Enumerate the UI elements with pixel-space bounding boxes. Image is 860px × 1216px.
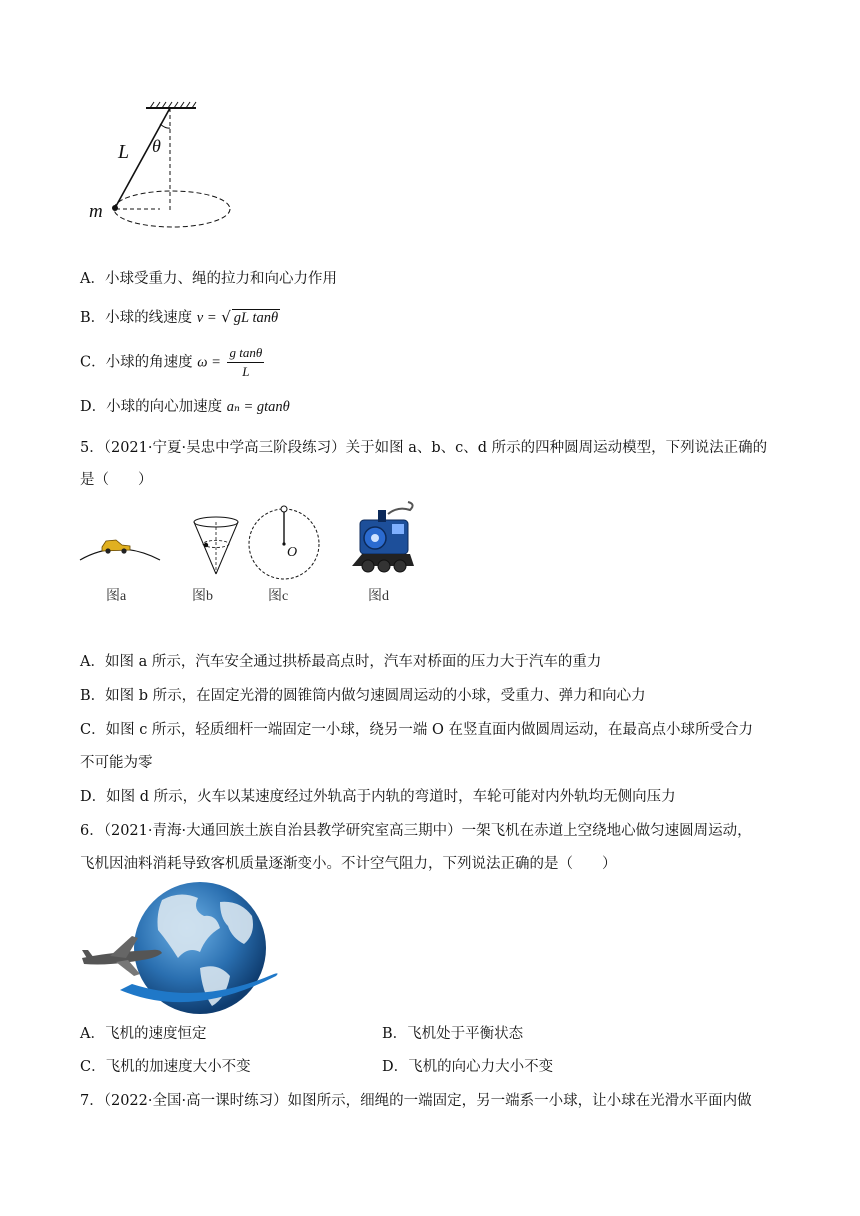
caption-a: 图a [106, 589, 127, 604]
q6-option-a: A．飞机的速度恒定 [80, 1026, 207, 1042]
q4-option-b: B．小球的线速度 v = √ gL tanθ [80, 308, 279, 326]
figure-b-cone [194, 517, 238, 574]
label-L: L [118, 141, 130, 163]
figure-a-car-bridge [80, 540, 160, 560]
q4-option-d-text: D．小球的向心加速度 [80, 399, 223, 415]
q5-option-b: B．如图 b 所示，在固定光滑的圆锥筒内做匀速圆周运动的小球，受重力、弹力和向心力 [80, 688, 646, 704]
q4-option-c-text: C．小球的角速度 [80, 354, 193, 371]
q4-option-c [80, 344, 264, 381]
label-m: m [89, 201, 103, 222]
caption-d: 图d [368, 589, 389, 604]
q5-option-c-line1: C．如图 c 所示，轻质细杆一端固定一小球，绕另一端 O 在竖直面内做圆周运动，在最高点小球所受合力 [80, 722, 754, 738]
q4-option-c-numerator: g tanθ [227, 344, 264, 363]
q6-option-d: D．飞机的向心力大小不变 [382, 1059, 554, 1075]
q5-figures [78, 500, 438, 612]
q4-option-d-formula: aₙ = gtanθ [226, 399, 290, 415]
conical-pendulum-figure [80, 96, 260, 236]
q5-stem-line2: 是（ ） [80, 472, 153, 488]
q5-option-d: D．如图 d 所示，火车以某速度经过外轨高于内轨的弯道时，车轮可能对内外轨均无侧向压力 [80, 789, 676, 805]
earth-airplane-figure [80, 880, 290, 1020]
q6-option-c: C．飞机的加速度大小不变 [80, 1059, 251, 1075]
q4-option-a: A．小球受重力、绳的拉力和向心力作用 [80, 271, 337, 287]
q6-stem-line2: 飞机因油料消耗导致客机质量逐渐变小。不计空气阻力，下列说法正确的是（ ） [80, 856, 617, 872]
q6-stem-line1: 6．（2021·青海·大通回族土族自治县教学研究室高三期中）一架飞机在赤道上空绕地心做匀速圆周运动， [80, 823, 752, 839]
figure-c-rod-circle [249, 506, 319, 579]
q4-option-b-lhs: v = [196, 310, 217, 326]
q7-stem-line1: 7．（2022·全国·高一课时练习）如图所示，细绳的一端固定，另一端系一小球，让小球在光滑水平面内做 [80, 1093, 752, 1109]
q4-option-b-text: B．小球的线速度 [80, 310, 193, 326]
caption-c: 图c [268, 589, 289, 604]
q4-option-b-radicand: gL tanθ [233, 310, 279, 326]
q4-option-c-denominator: L [242, 364, 250, 379]
figure-d-train [352, 502, 414, 572]
q5-stem-line1: 5．（2021·宁夏·吴忠中学高三阶段练习）关于如图 a、b、c、d 所示的四种圆周运动模型，下列说法正确的 [80, 440, 768, 456]
caption-b: 图b [192, 589, 213, 604]
q4-option-c-lhs: ω = [197, 354, 221, 371]
label-theta: θ [152, 136, 161, 156]
q5-option-a: A．如图 a 所示，汽车安全通过拱桥最高点时，汽车对桥面的压力大于汽车的重力 [80, 654, 602, 670]
q5-option-c-line2: 不可能为零 [80, 755, 153, 771]
q4-option-d [80, 396, 290, 418]
label-O: O [287, 545, 298, 560]
q6-option-b: B．飞机处于平衡状态 [382, 1026, 524, 1042]
